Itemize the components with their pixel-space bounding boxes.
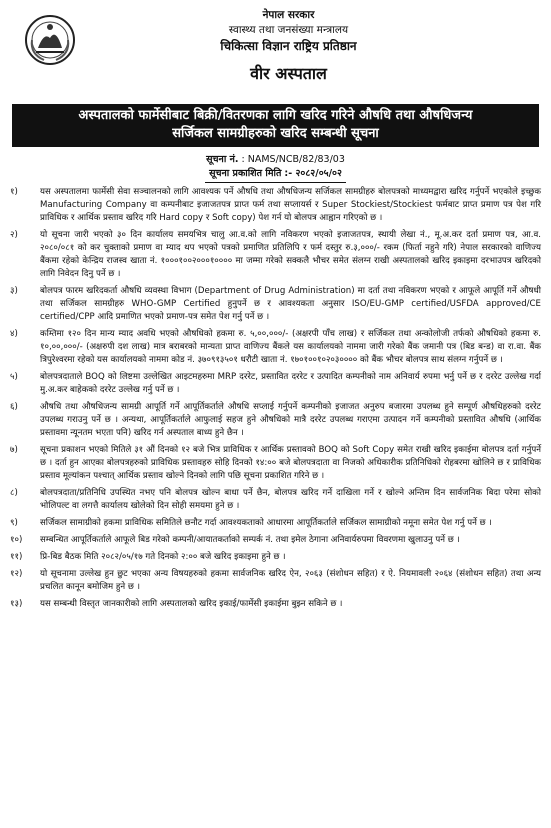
publish-date-value: :- २०८२/०५/०२: [284, 168, 342, 179]
list-item-text: सम्बन्धित आपूर्तिकर्ताले आफूले बिड गरेको कम्पनी/आयातकर्ताको सम्पर्क नं. तथा इमेल ठेगाना अनिवार्यरुपमा विवरणमा खुलाउनु पर्ने छ ।: [40, 535, 460, 545]
list-item: [10, 517, 541, 530]
list-item-number: २): [10, 230, 18, 240]
notice-title-banner: [12, 104, 539, 147]
list-item: [10, 371, 541, 397]
list-item-text: कम्तिमा १२० दिन मान्य म्याद अवधि भएको औषधिको हकमा रु. ५,००,०००/- (अक्षरपी पाँच लाख) र सर्जिकल तथा अन्कोलोजी तर्फको औषधिको हकमा रु. १०,००,०००/- (अक्षरुपी दश लाख) मात्र बराबरको मान्यता प्राप्त वाणिज्य बैंकले यस कार्यालयको नाममा जारी गरेको बैंक जमानी पत्र (बिड बन्ड) वा रा.वा. बैंक त्रिपुरेश्वरमा रहेको यस कार्यालयको नाममा कोड नं. ३७०९१३५०१ धरौटी खाता नं. १७०१००१०२०३०००० को बैंक भौचर बोलपत्र साथ संलग्न गर्नुपर्ने छ ।: [40, 329, 541, 365]
list-item-text: यस अस्पतालमा फार्मेसी सेवा सञ्चालनको लागि आवश्यक पर्ने औषधि तथा औषधिजन्य सर्जिकल सामग्रीहरु बोलपत्रको माध्यमद्वारा खरिद गर्नुपर्ने भएकोले इच्छुक Manufacturing Company वा कम्पनीबाट इजाजतपत्र प्राप्त फर्म तथा सप्लायर्स र Super Stockiest/Stockiest फर्मबाट प्राप्त प्रमाण पत्र पेश गरि प्राविधिक र आर्थिक प्रस्ताव खरिद गरि Hard copy र Soft copy) पेश गर्न यो बोलपत्र आह्वान गरिएको छ ।: [40, 187, 541, 223]
notice-number-label: सूचना नं.: [206, 154, 239, 165]
list-item-number: १३): [10, 599, 23, 609]
notice-title-line-1: अस्पतालको फार्मेसीबाट बिक्री/वितरणका लागि खरिद गरिने औषधि तथा औषधिजन्य: [78, 108, 473, 123]
list-item-text: बोलपत्र फारम खरिदकर्ता औषधि व्यवस्था विभाग (Department of Drug Administration) मा दर्ता तथा नविकरण भएको र आफूले आपूर्ति गर्ने औषधी तथा सर्जिकल सामग्रीहरु WHO-GMP Certified हुनुपर्ने छ र आवश्यकता अनुसार ISO/EU-GMP certified/USFDA approved/CE certified/CPP आदि प्रमाणित भएको प्रमाण-पत्र समेत पेश गर्नु पर्ने छ ।: [40, 286, 541, 322]
notice-meta: [10, 153, 541, 183]
list-item-text: सर्जिकल सामाग्रीको हकमा प्राविधिक समितिले छनौट गर्दा आवश्यकताको आधारमा आपूर्तिकर्ताले सर्जिकल सामाग्रीको नमूना समेत पेश गर्नु पर्ने छ ।: [40, 518, 492, 528]
list-item-text: यस सम्बन्धी विस्तृत जानकारीको लागि अस्पतालको खरिद इकाई/फार्मेसी इकाईमा बुझ्न सकिने छ ।: [40, 599, 343, 609]
list-item: [10, 598, 541, 611]
list-item-number: ५): [10, 372, 18, 382]
nepal-government-emblem-icon: [24, 14, 76, 66]
list-item-text: बोलपत्रदाताले BOQ को लिष्टमा उल्लेखित आइटमहरुमा MRP दररेट, प्रस्तावित दररेट र उत्पादित कम्पनीको नाम अनिवार्य रुपमा भर्नु पर्ने छ र दररेट उल्लेख गर्दा मु.अ.कर बाहेकको दररेट उल्लेख गर्नु पर्ने छ ।: [40, 372, 541, 395]
list-item: [10, 229, 541, 281]
list-item-number: ३): [10, 286, 18, 296]
list-item-number: ११): [10, 552, 23, 562]
list-item-number: ६): [10, 402, 18, 412]
list-item-number: ८): [10, 488, 18, 498]
hospital-name: वीर अस्पताल: [250, 64, 327, 83]
list-item: [10, 186, 541, 225]
list-item: [10, 401, 541, 440]
academy-name: चिकित्सा विज्ञान राष्ट्रिय प्रतिष्ठान: [220, 39, 357, 53]
ministry-name: स्वास्थ्य तथा जनसंख्या मन्त्रालय: [228, 24, 349, 36]
list-item-text: बोलपत्रदाता/प्रतिनिधि उपस्थित नभए पनि बोलपत्र खोल्न बाधा पर्ने छैन, बोलपत्र खरिद गर्ने दाखिला गर्ने र खोल्ने अन्तिम दिन सार्वजनिक बिदा परेमा सोको भोलिपल्ट वा लगत्तै कार्यालय खोलेको दिन सोही समयमा हुने छ ।: [40, 488, 541, 511]
list-item-text: यो सूचनामा उल्लेख हुन छुट भएका अन्य विषयहरुको हकमा सार्वजनिक खरिद ऐन, २०६३ (संशोधन सहित) र ऐ. नियमावली २०६४ (संशोधन सहित) तथा अन्य प्रचलित कानून बमोजिम हुने छ ।: [40, 569, 541, 592]
list-item-number: १२): [10, 569, 23, 579]
notice-number-value: : NAMS/NCB/82/83/03: [241, 154, 345, 165]
list-item-number: ४): [10, 329, 18, 339]
list-item-text: औषधि तथा औषधिजन्य सामग्री आपूर्ति गर्ने आपूर्तिकर्ताले औषधि सप्लाई गर्नुपर्ने कम्पनीको इजाजत अनुरुप बजारमा उपलब्ध हुने सम्पूर्ण औषधिहरुको दररेट उपलब्ध गराउनु पर्ने छ । अन्यथा, आपूर्तिकर्ताले आफुलाई सहज हुने औषधिको मात्रै दररेट उपलब्ध गराएमा उत्पादन गर्ने कम्पनीको प्रस्तावित औषधि (आर्थिक प्रस्तावमा न्यूनतम भएता पनि) खरिद गर्न अस्पताल बाध्य हुने छैन ।: [40, 402, 541, 438]
publish-date-label: सूचना प्रकाशित मिति: [209, 168, 282, 179]
notice-title-line-2: सर्जिकल सामग्रीहरुको खरिद सम्बन्धी सूचना: [172, 126, 379, 141]
list-item: [10, 444, 541, 483]
list-item: [10, 487, 541, 513]
list-item-text: यो सूचना जारी भएको ३० दिन कार्यालय समयभित्र चालु आ.व.को लागि नविकरण भएको इजाजतपत्र, स्थायी लेखा नं., मू.अ.कर दर्ता प्रमाण पत्र, आ.व. २०८०/०८१ को कर चुक्ताको प्रमाण वा म्याद थप भएको पत्रको प्रमाणित प्रतिलिपि र फर्म दस्तुर रु.३,०००/- रकम (फिर्ता नहुने गरि) नेपाल सरकारको वाणिज्य बैंकमा रहेको केन्द्रिय राजस्व खाता नं. १०००१००२०००१०००० मा जम्मा गरेको सक्कलै भौचर समेत संलग्न राखी अस्पतालको खरिद इकाइमा दरभाउपत्र खरिदको लागि निवेदन दिनु पर्ने छ ।: [40, 230, 541, 279]
list-item: [10, 285, 541, 324]
list-item: [10, 328, 541, 367]
list-item: [10, 551, 541, 564]
list-item-text: सूचना प्रकाशन भएको मितिले ३१ औं दिनको १२ बजे भित्र प्राविधिक र आर्थिक प्रस्तावको BOQ को Soft Copy समेत राखी खरिद इकाईमा बोलपत्र दर्ता गर्नुपर्ने छ । दर्ता हुन आएका बोलपत्रहरुको प्राविधिक प्रस्तावहरु सोहि दिनको १४:०० बजे बोलपत्रदाता वा निजको अधिकारीक प्रतिनिधिको रोहबरमा खोलिने छ र प्राविधिक प्रस्ताव मूल्यांकन पश्चात् आर्थिक प्रस्ताव खोल्ने दिनको लागि पछि सूचना प्रकाशित गरिने छ ।: [40, 445, 541, 481]
list-item-number: १): [10, 187, 18, 197]
list-item-text: प्रि-बिड बैठक मिति २०८२/०५/१७ गते दिनको २:०० बजे खरिद इकाइमा हुने छ ।: [40, 552, 286, 562]
list-item: [10, 568, 541, 594]
list-item-number: ९): [10, 518, 18, 528]
list-item-number: १०): [10, 535, 23, 545]
list-item: [10, 534, 541, 547]
letterhead: [10, 8, 541, 104]
list-item-number: ७): [10, 445, 18, 455]
government-name: नेपाल सरकार: [262, 9, 315, 21]
notice-items-list: [10, 186, 541, 611]
